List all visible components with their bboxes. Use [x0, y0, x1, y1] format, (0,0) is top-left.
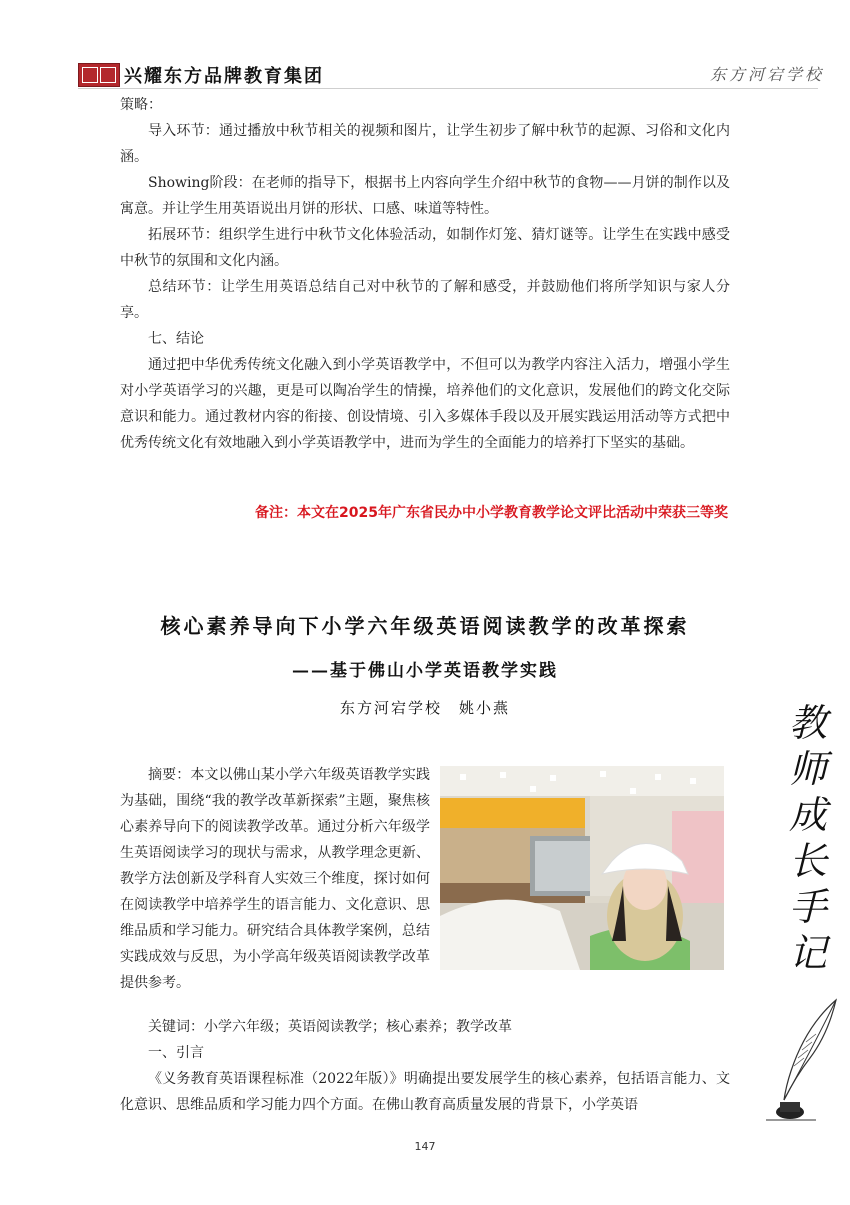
paragraph: 总结环节：让学生用英语总结自己对中秋节的了解和感受，并鼓励他们将所学知识与家人分享。: [120, 279, 730, 321]
award-note: 备注：本文在2025年广东省民办中小学教育教学论文评比活动中荣获三等奖: [255, 505, 728, 521]
page-header: [0, 0, 850, 95]
quill-icon: [766, 996, 846, 1126]
paragraph: 策略：: [120, 97, 162, 113]
side-caption-char: 教: [788, 701, 827, 745]
paragraph: 通过把中华优秀传统文化融入到小学英语教学中，不但可以为教学内容注入活力，增强小学生对小学英语学习的兴趣，更是可以陶冶学生的情操，培养他们的文化意识，发展他们的跨文化交际意识和能力。通过教材内容的衔接、创设情境、引入多媒体手段以及开展实践运用活动等方式把中优秀传统文化有效地融入到小学英语教学中，进而为学生的全面能力的培养打下坚实的基础。: [120, 357, 730, 451]
group-logo: [78, 63, 120, 87]
abstract: [120, 762, 430, 996]
author-photo: [440, 766, 724, 970]
paragraph: Showing阶段：在老师的指导下，根据书上内容向学生介绍中秋节的食物——月饼的制作以及寓意。并让学生用英语说出月饼的形状、口感、味道等特性。: [120, 175, 730, 217]
section-heading: 七、结论: [148, 331, 204, 347]
section-heading: 一、引言: [148, 1045, 204, 1061]
article-subtitle: ——基于佛山小学英语教学实践: [292, 661, 558, 681]
side-caption-char: 成: [788, 793, 827, 837]
article-body: [120, 1014, 730, 1118]
side-caption-char: 记: [788, 931, 827, 975]
side-caption-char: 手: [788, 885, 827, 929]
side-caption-char: 长: [788, 839, 827, 883]
header-divider: [78, 88, 818, 89]
abstract-text: 摘要：本文以佛山某小学六年级英语教学实践为基础，围绕“我的教学改革新探索”主题，聚焦核心素养导向下的阅读教学改革。通过分析六年级学生英语阅读学习的现状与需求，从教学理念更新、教学方法创新及学科育人实效三个维度，探讨如何在阅读教学中培养学生的语言能力、文化意识、思维品质和学习能力。研究结合具体教学案例，总结实践成效与反思，为小学高年级英语阅读教学改革提供参考。: [120, 767, 430, 991]
paragraph: 拓展环节：组织学生进行中秋节文化体验活动，如制作灯笼、猜灯谜等。让学生在实践中感受中秋节的氛围和文化内涵。: [120, 227, 730, 269]
page-number: 147: [414, 1140, 436, 1153]
side-caption-char: 师: [788, 747, 827, 791]
header-school-name: 东方河宕学校: [709, 65, 824, 84]
previous-article-body: [120, 92, 730, 456]
group-name: 兴耀东方品牌教育集团: [124, 66, 324, 87]
side-caption: [784, 700, 832, 976]
paragraph: 《义务教育英语课程标准（2022年版）》明确提出要发展学生的核心素养，包括语言能力、文化意识、思维品质和学习能力四个方面。在佛山教育高质量发展的背景下，小学英语: [120, 1071, 730, 1113]
article-title: 核心素养导向下小学六年级英语阅读教学的改革探索: [160, 614, 690, 638]
article-author: 东方河宕学校 姚小燕: [339, 699, 510, 717]
paragraph: 导入环节：通过播放中秋节相关的视频和图片，让学生初步了解中秋节的起源、习俗和文化内涵。: [120, 123, 730, 165]
keywords: 关键词：小学六年级；英语阅读教学；核心素养；教学改革: [148, 1019, 512, 1035]
